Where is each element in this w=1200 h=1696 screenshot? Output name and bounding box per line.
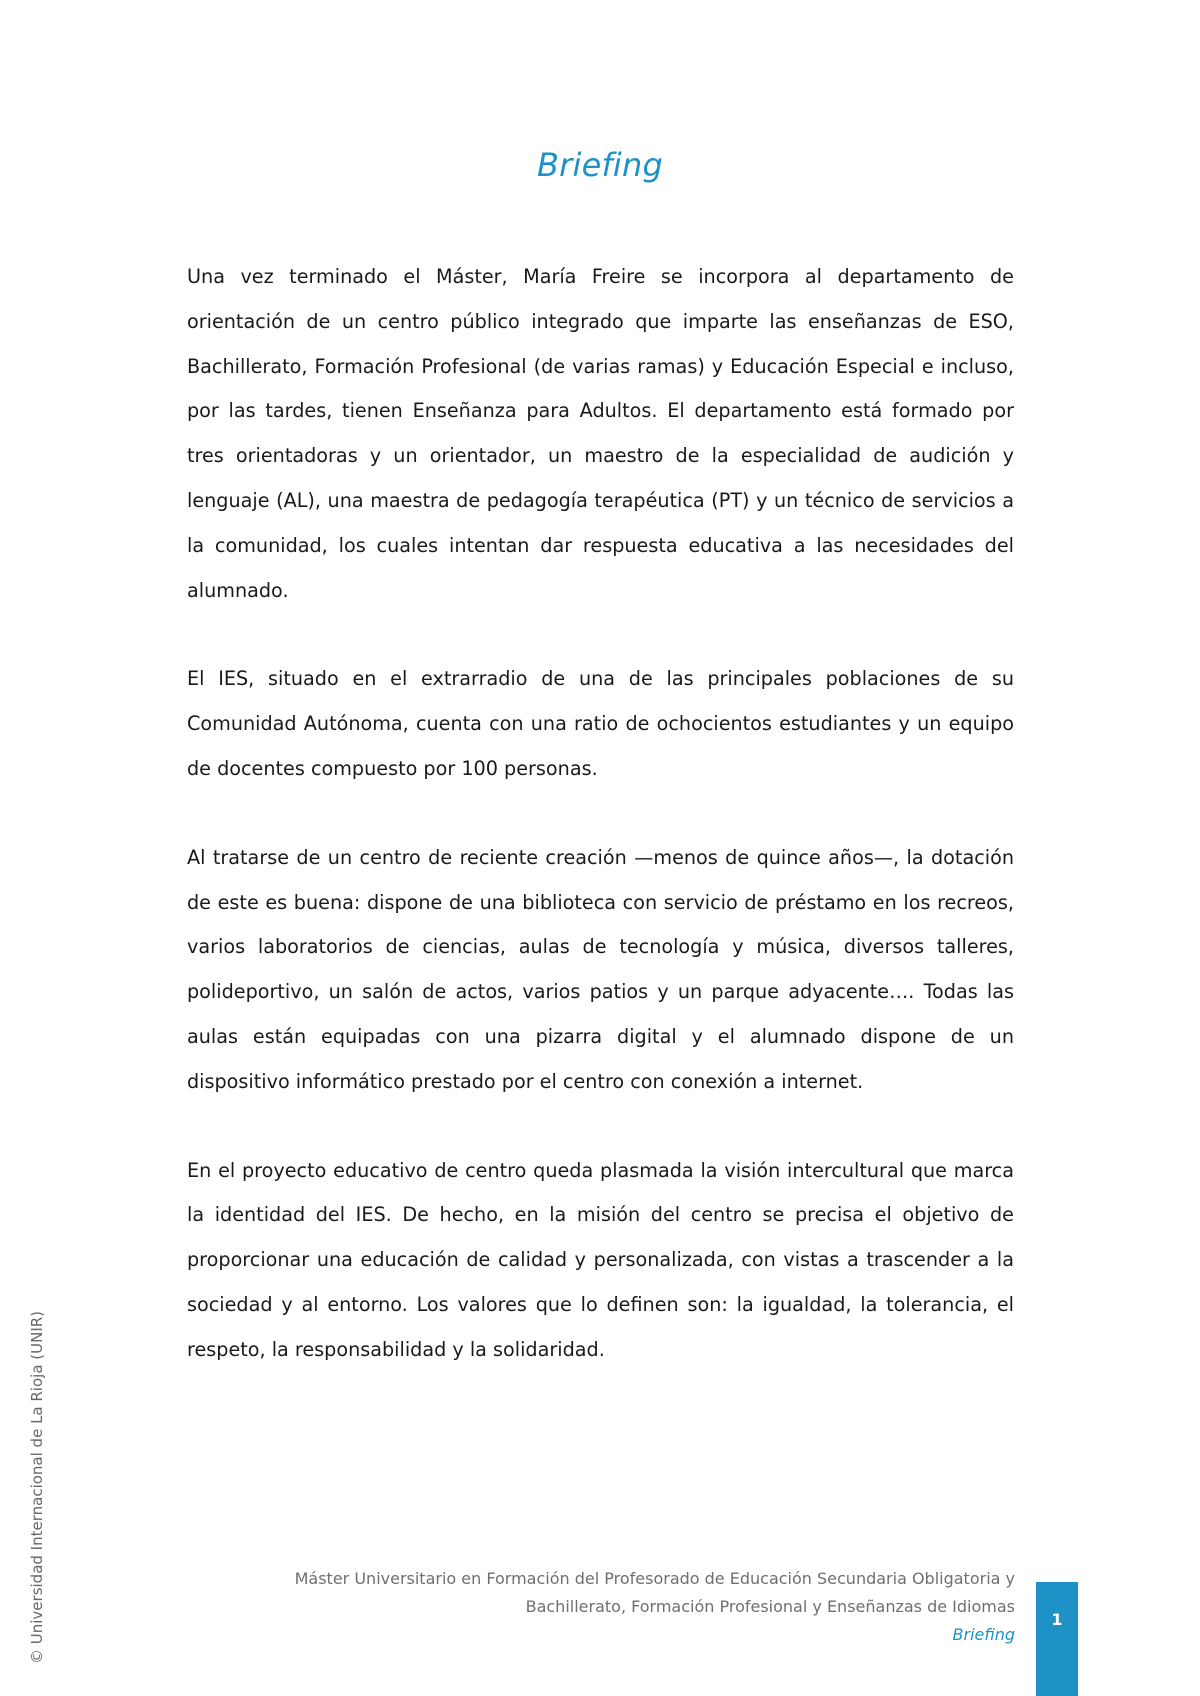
footer-section-title: Briefing: [952, 1625, 1015, 1644]
page-footer: [215, 1565, 1015, 1649]
copyright-note: © Universidad Internacional de La Rioja (UNIR): [28, 1310, 46, 1664]
footer-course-line-2: Bachillerato, Formación Profesional y Enseñanzas de Idiomas: [525, 1597, 1015, 1616]
page-title: Briefing: [536, 146, 664, 184]
paragraph: Al tratarse de un centro de reciente creación —menos de quince años—, la dotación de este es buena: dispone de una biblioteca con servicio de préstamo en los recreos, varios laboratorios de ciencias, aulas de tecnología y música, diversos talleres, polideportivo, un salón de actos, varios patios y un parque adyacente…. Todas las aulas están equipadas con una pizarra digital y el alumnado dispone de un dispositivo informático prestado por el centro con conexión a internet.: [187, 845, 1014, 1093]
document-body: [187, 255, 1014, 1417]
paragraph: El IES, situado en el extrarradio de una de las principales poblaciones de su Comunidad Autónoma, cuenta con una ratio de ochocientos estudiantes y un equipo de docentes compuesto por 100 personas.: [187, 667, 1014, 780]
paragraph: Una vez terminado el Máster, María Freire se incorpora al departamento de orientación de un centro público integrado que imparte las enseñanzas de ESO, Bachillerato, Formación Profesional (de varias ramas) y Educación Especial e incluso, por las tardes, tienen Enseñanza para Adultos. El departamento está formado por tres orientadoras y un orientador, un maestro de la especialidad de audición y lenguaje (AL), una maestra de pedagogía terapéutica (PT) y un técnico de servicios a la comunidad, los cuales intentan dar respuesta educativa a las necesidades del alumnado.: [187, 265, 1014, 602]
paragraph: En el proyecto educativo de centro queda plasmada la visión intercultural que marca la identidad del IES. De hecho, en la misión del centro se precisa el objetivo de proporcionar una educación de calidad y personalizada, con vistas a trascender a la sociedad y al entorno. Los valores que lo definen son: la igualdad, la tolerancia, el respeto, la responsabilidad y la solidaridad.: [187, 1158, 1014, 1361]
page-number: 1: [1051, 1610, 1063, 1629]
footer-course-line-1: Máster Universitario en Formación del Profesorado de Educación Secundaria Obligatoria y: [294, 1569, 1015, 1588]
page-number-badge: [1036, 1582, 1078, 1696]
